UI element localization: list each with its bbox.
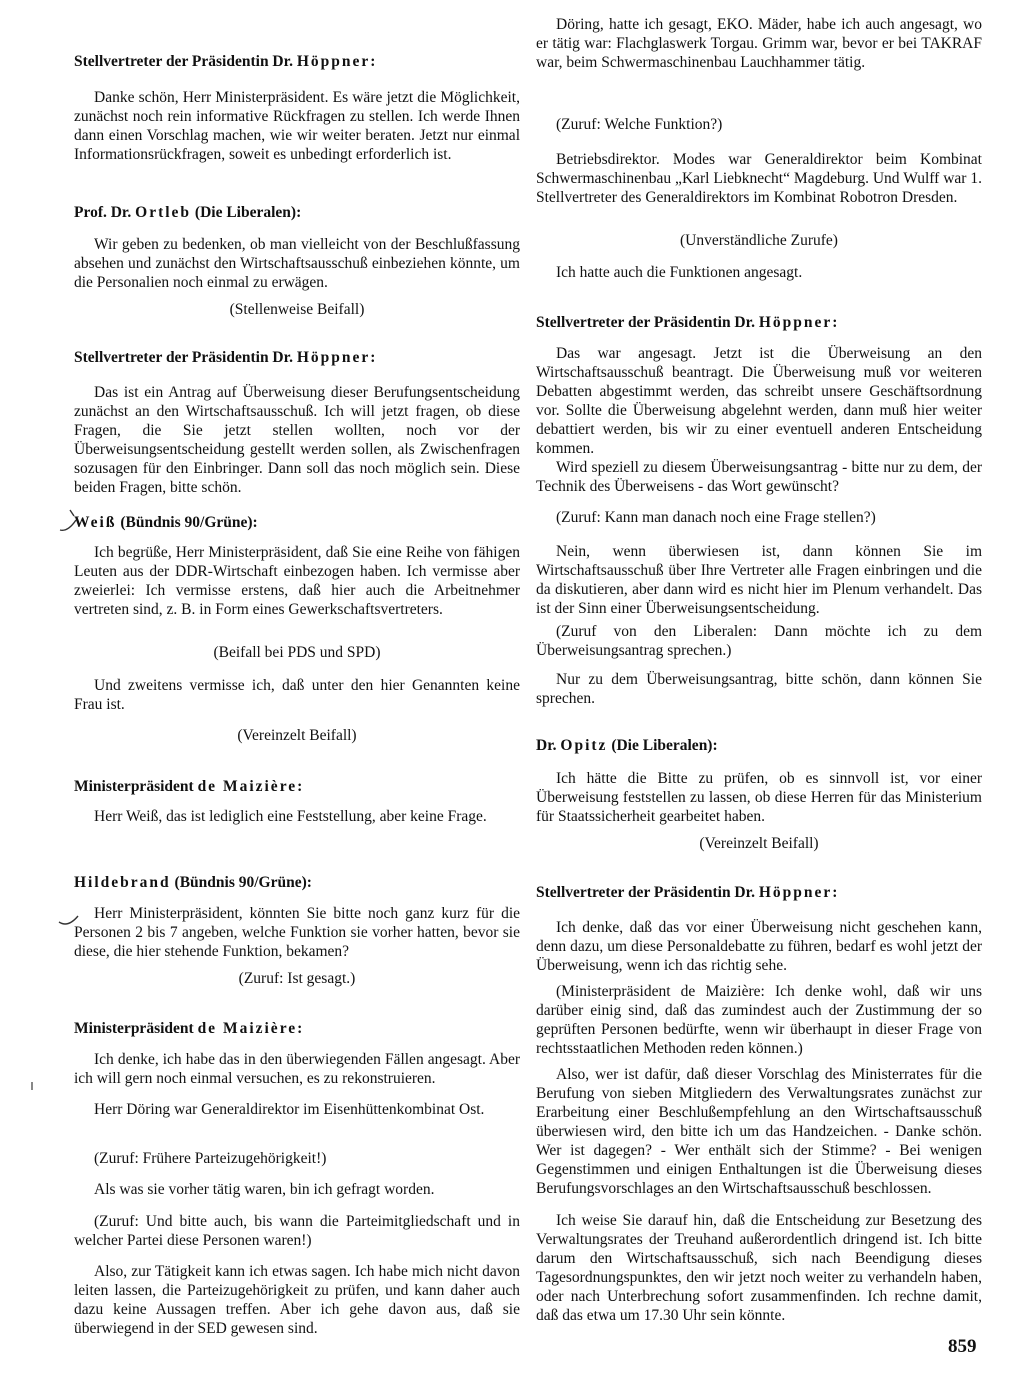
paragraph: Herr Weiß, das ist lediglich eine Feststellung, aber keine Frage.: [94, 808, 487, 825]
page-number: 859: [948, 1336, 977, 1357]
paragraph: Ich begrüße, Herr Ministerpräsident, daß Sie eine Reihe von fähigen Leuten aus der DDR-Wirtschaft einbezogen haben. Ich vermisse aber zweierlei: Ich vermisse erstens, daß hier auch die Arbeitnehmer vertreten sind, z. B. in Form eines Gewerkschaftsvertreters.: [74, 544, 520, 618]
interjection: (Stellenweise Beifall): [229, 301, 365, 318]
paragraph: Nein, wenn überwiesen ist, dann können Sie im Wirtschaftsausschuß über Ihre Vertreter alle Fragen einbringen und die da diskutieren, aber dann wird es nicht hier im Plenum verhandelt. Das ist der Sinn einer Überweisungsentscheidung.: [536, 543, 982, 617]
interjection: (Zuruf: Kann man danach noch eine Frage stellen?): [556, 509, 876, 526]
paragraph: Wird speziell zu diesem Überweisungsantrag - bitte nur zu dem, der Technik des Überweisens - das Wort gewünscht?: [536, 459, 982, 495]
paragraph: Döring, hatte ich gesagt, EKO. Mäder, habe ich auch angesagt, wo er tätig war: Flachglaswerk Torgau. Grimm war, bevor er bei TAKRAF war, beim Schwermaschinenbau Lauchhammer tätig.: [536, 16, 982, 71]
paragraph: Ich denke, ich habe das in den überwiegenden Fällen angesagt. Aber ich will gern noch einmal versuchen, es zu rekonstruieren.: [74, 1051, 520, 1087]
speaker-heading: Weiß (Bündnis 90/Grüne):: [74, 514, 258, 531]
interjection: (Vereinzelt Beifall): [237, 727, 357, 744]
paragraph: Also, zur Tätigkeit kann ich etwas sagen. Ich habe mich nicht davon leiten lassen, die Parteizugehörigkeit zu prüfen, und kann daher auch dazu keine Aussagen treffen. Aber ich gehe davon aus, daß sie überwiegend in der SED gewesen sind.: [74, 1263, 520, 1337]
paragraph: Ich hatte auch die Funktionen angesagt.: [556, 264, 803, 281]
speaker-heading: Stellvertreter der Präsidentin Dr. Höppner:: [74, 349, 376, 366]
interjection: (Zuruf: Welche Funktion?): [556, 116, 723, 133]
interjection: (Vereinzelt Beifall): [699, 835, 819, 852]
speaker-heading: Stellvertreter der Präsidentin Dr. Höppner:: [74, 53, 376, 70]
speaker-heading: Prof. Dr. Ortleb (Die Liberalen):: [74, 204, 302, 221]
paragraph: Wir geben zu bedenken, ob man vielleicht von der Beschlußfassung absehen und zunächst den Wirtschaftsausschuß einbeziehen könnte, um die Personalien noch einmal zu erwägen.: [74, 236, 520, 291]
paragraph: Das ist ein Antrag auf Überweisung dieser Berufungsentscheidung zunächst an den Wirtschaftsausschuß. Ich will jetzt fragen, ob diese Fragen, die Sie jetzt stellen wollten, noch vor der Überweisungsentscheidung gestellt werden sollen, als Zwischenfragen sozusagen für den Einbringer. Dann soll das noch möglich sein. Diese beiden Fragen, bitte schön.: [74, 384, 520, 496]
paragraph: Betriebsdirektor. Modes war Generaldirektor beim Kombinat Schwermaschinenbau „Karl Liebknecht“ Magdeburg. Und Wulff war 1. Stellvertreter des Generaldirektors im Kombinat Robotron Dresden.: [536, 151, 982, 206]
paragraph: Ich denke, daß das vor einer Überweisung nicht geschehen kann, denn dazu, um diese Personaldebatte zu führen, bedarf es wohl jetzt der Überweisung, wenn ich das richtig sehe.: [536, 919, 982, 974]
paragraph: Und zweitens vermisse ich, daß unter den hier Genannten keine Frau ist.: [74, 677, 520, 713]
paragraph: Danke schön, Herr Ministerpräsident. Es wäre jetzt die Möglichkeit, zunächst noch rein informative Rückfragen zu stellen. Ich werde Ihnen dann einen Vorschlag machen, wie wir weiter beraten. Jetzt nur einmal Informationsrückfragen, soweit es unbedingt erforderlich ist.: [74, 89, 520, 163]
paragraph: Also, wer ist dafür, daß dieser Vorschlag des Ministerrates für die Berufung von sieben Mitgliedern des Verwaltungsrates zunächst zur Erarbeitung einer Beschlußempfehlung an den Wirtschaftsausschuß überwiesen wird, den bitte ich um das Handzeichen. - Danke schön. Wer ist dagegen? - Wer enthält sich der Stimme? - Bei wenigen Gegenstimmen und einigen Enthaltungen ist die Überweisung dieses Berufungsvorschlages an den Wirtschaftsausschuß beschlossen.: [536, 1066, 982, 1197]
paragraph: Herr Döring war Generaldirektor im Eisenhüttenkombinat Ost.: [94, 1101, 485, 1118]
interjection: (Zuruf: Und bitte auch, bis wann die Parteimitgliedschaft und in welcher Partei diese Personen waren!): [74, 1213, 520, 1249]
margin-dot-mark: [28, 1080, 36, 1092]
paragraph: Als was sie vorher tätig waren, bin ich gefragt worden.: [94, 1181, 435, 1198]
interjection: (Unverständliche Zurufe): [680, 232, 838, 249]
speaker-heading: Ministerpräsident de Maizière:: [74, 1020, 303, 1037]
speaker-heading: Dr. Opitz (Die Liberalen):: [536, 737, 718, 754]
margin-scribble-mark: [56, 910, 82, 932]
paragraph: Nur zu dem Überweisungsantrag, bitte schön, dann können Sie sprechen.: [536, 671, 982, 707]
margin-scribble-mark: [56, 506, 80, 536]
paragraph: Ich weise Sie darauf hin, daß die Entscheidung zur Besetzung des Verwaltungsrates der Treuhand außerordentlich dringend ist. Ich bitte darum den Wirtschaftsausschuß, sich nach Beendigung dieses Tagesordnungspunktes, den wir jetzt noch weiter zu verhandeln haben, oder nach Unterbrechung sofort zusammenfinden. Ich rechne damit, daß das etwa um 17.30 Uhr sein könnte.: [536, 1212, 982, 1324]
paragraph: Das war angesagt. Jetzt ist die Überweisung an den Wirtschaftsausschuß beantragt. Die Überweisung muß vor weiteren Debatten abgestimmt werden, das schreibt unsere Geschäftsordnung vor. Sollte die Überweisung abgelehnt werden, dann muß hier weiter debattiert werden, bis wir zu einer eventuell anderen Entscheidung kommen.: [536, 345, 982, 457]
paragraph: Herr Ministerpräsident, könnten Sie bitte noch ganz kurz für die Personen 2 bis 7 angeben, welche Funktion sie vorher hatten, bevor sie diese, die hier stehende Funktion, bekamen?: [74, 905, 520, 960]
interjection: (Zuruf von den Liberalen: Dann möchte ich zu dem Überweisungsantrag sprechen.): [536, 623, 982, 659]
interjection: (Ministerpräsident de Maizière: Ich denke wohl, daß wir uns darüber einig sind, daß das zumindest auch der Zustimmung der so geprüften Personen bedürfte, wenn wir überhaupt in dieser Frage von rechtsstaatlichen Methoden reden können.): [536, 983, 982, 1057]
speaker-heading: Ministerpräsident de Maizière:: [74, 778, 303, 795]
speaker-heading: Stellvertreter der Präsidentin Dr. Höppner:: [536, 884, 838, 901]
interjection: (Beifall bei PDS und SPD): [213, 644, 381, 661]
paragraph: Ich hätte die Bitte zu prüfen, ob es sinnvoll ist, vor einer Überweisung feststellen zu lassen, ob diese Herren für das Ministerium für Staatssicherheit gearbeitet haben.: [536, 770, 982, 825]
interjection: (Zuruf: Frühere Parteizugehörigkeit!): [94, 1150, 327, 1167]
interjection: (Zuruf: Ist gesagt.): [238, 970, 356, 987]
speaker-heading: Hildebrand (Bündnis 90/Grüne):: [74, 874, 312, 891]
speaker-heading: Stellvertreter der Präsidentin Dr. Höppner:: [536, 314, 838, 331]
